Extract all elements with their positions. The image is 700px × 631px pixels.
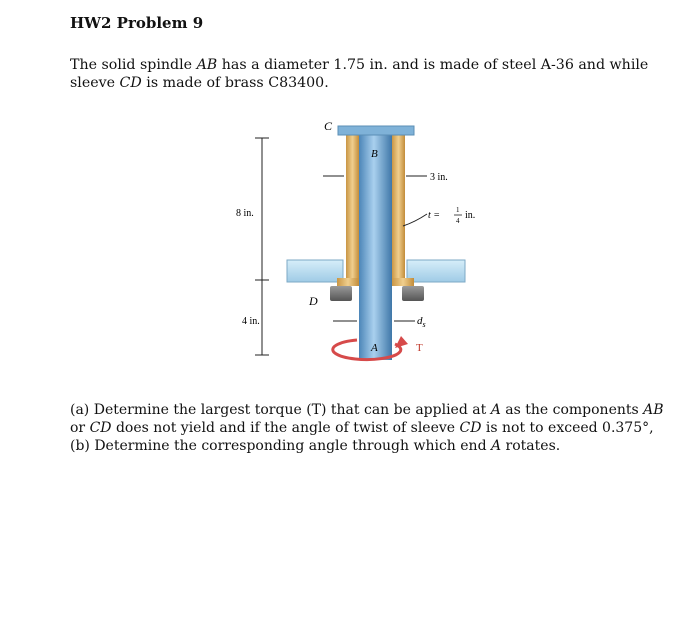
right-support-plate	[407, 260, 465, 282]
text-run: is not to exceed 0.375°,	[481, 420, 654, 436]
dimension-3in: 3 in.	[430, 172, 448, 183]
thickness-label: t =	[428, 210, 441, 221]
top-cap-plate	[338, 126, 414, 135]
thickness-leader	[403, 214, 427, 226]
sleeve-flange-right	[392, 278, 414, 286]
italic-run: AB	[196, 57, 218, 73]
sleeve-right-wall	[392, 135, 405, 285]
italic-run: AB	[643, 402, 664, 418]
label-D: D	[309, 294, 318, 308]
thickness-fraction-numerator: 1	[456, 206, 460, 214]
text-run: does not yield and if the angle of twist of sleeve	[111, 420, 460, 436]
problem-statement	[70, 56, 660, 92]
torque-arrowhead	[395, 336, 408, 348]
spindle-diameter-label: $d_s$	[417, 315, 426, 329]
italic-run: CD	[89, 420, 112, 436]
italic-run: A	[490, 438, 502, 454]
text-run: or	[70, 420, 90, 436]
steel-spindle	[359, 132, 392, 360]
thickness-fraction-denominator: 4	[456, 217, 460, 225]
left-support-plate	[287, 260, 343, 282]
text-run: as the components	[500, 402, 644, 418]
label-T: T	[416, 342, 423, 354]
text-run: is made of brass C83400.	[141, 75, 329, 91]
text-run: has a diameter 1.75 in. and is made of steel A-36 and while sleeve	[70, 57, 649, 91]
right-nut	[402, 286, 424, 301]
sleeve-left-wall	[346, 135, 359, 285]
left-nut	[330, 286, 352, 301]
italic-run: CD	[119, 75, 142, 91]
label-C: C	[324, 119, 333, 133]
text-run: (b) Determine the corresponding angle through which end	[70, 438, 491, 454]
text-run: (a) Determine the largest torque (T) that can be applied at	[70, 402, 491, 418]
thickness-unit: in.	[465, 210, 476, 221]
dimension-4in: 4 in.	[242, 316, 260, 327]
problem-questions	[70, 401, 670, 455]
text-run: The solid spindle	[70, 57, 197, 73]
spindle-sleeve-figure	[225, 118, 485, 376]
label-B: B	[371, 148, 378, 160]
label-A: A	[371, 342, 378, 354]
sleeve-flange-left	[337, 278, 359, 286]
problem-title: HW2 Problem 9	[70, 14, 204, 32]
italic-run: A	[490, 402, 501, 418]
question-line	[70, 401, 670, 437]
dimension-8in: 8 in.	[236, 208, 254, 219]
italic-run: CD	[459, 420, 482, 436]
text-run: rotates.	[501, 438, 561, 454]
question-line	[70, 437, 670, 455]
